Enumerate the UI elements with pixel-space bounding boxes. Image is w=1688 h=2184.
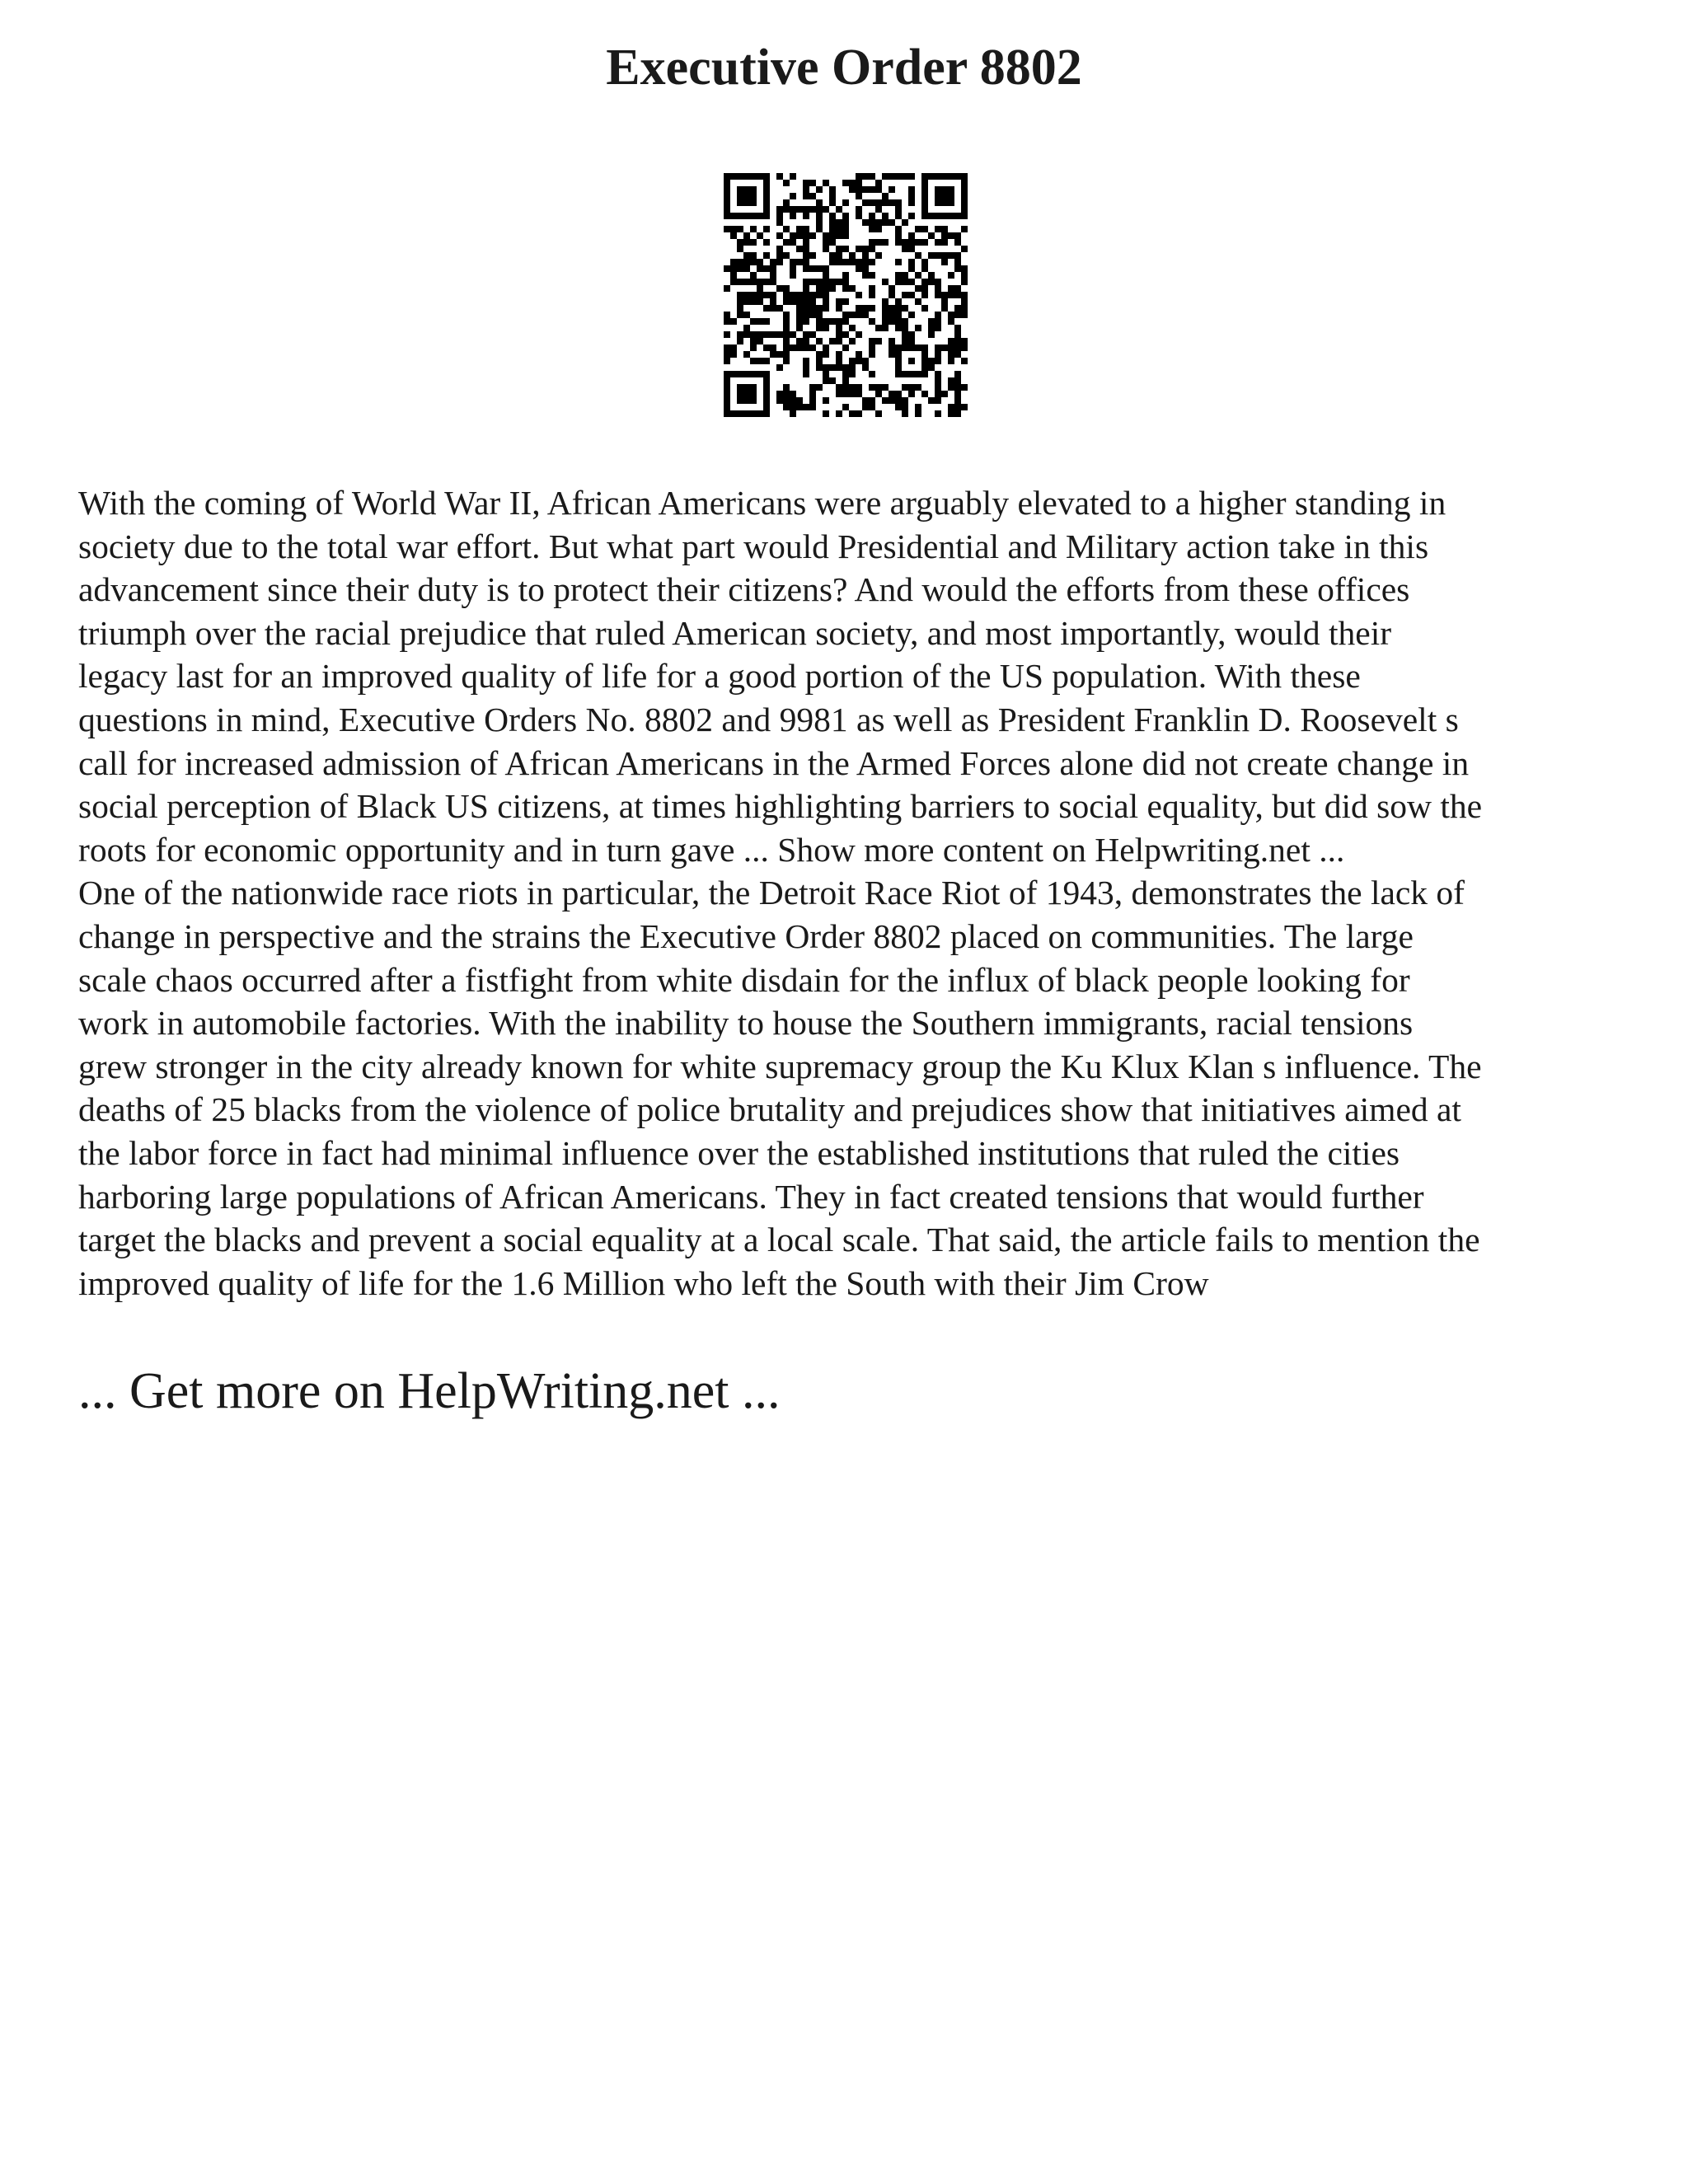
body-line: roots for economic opportunity and in turn gave ... Show more content on Helpwriting.net ... (78, 830, 1345, 869)
body-line: society due to the total war effort. But what part would Presidential and Military action take in this (78, 527, 1429, 565)
body-line: harboring large populations of African Americans. They in fact created tensions that would further (78, 1177, 1424, 1216)
body-line: legacy last for an improved quality of life for a good portion of the US population. With these (78, 657, 1361, 696)
body-line: the labor force in fact had minimal influence over the established institutions that ruled the cities (78, 1133, 1400, 1172)
qr-code-icon[interactable] (724, 173, 968, 417)
body-line: With the coming of World War II, African Americans were arguably elevated to a higher standing in (78, 484, 1447, 522)
body-line: One of the nationwide race riots in particular, the Detroit Race Riot of 1943, demonstrates the lack of (78, 874, 1465, 912)
body-line: triumph over the racial prejudice that ruled American society, and most importantly, would their (78, 613, 1392, 652)
body-line: advancement since their duty is to protect their citizens? And would the efforts from these offices (78, 570, 1410, 609)
body-line: scale chaos occurred after a fistfight from white disdain for the influx of black people looking for (78, 960, 1410, 999)
body-line: improved quality of life for the 1.6 Million who left the South with their Jim Crow (78, 1263, 1209, 1302)
article-body (78, 481, 1620, 1305)
body-line: change in perspective and the strains the Executive Order 8802 placed on communities. The large (78, 916, 1414, 955)
body-line: target the blacks and prevent a social equality at a local scale. That said, the article fails to mention the (78, 1221, 1480, 1259)
body-line: questions in mind, Executive Orders No. 8802 and 9981 as well as President Franklin D. Roosevelt s (78, 700, 1459, 738)
get-more-link[interactable]: ... Get more on HelpWriting.net ... (78, 1363, 781, 1419)
body-line: call for increased admission of African Americans in the Armed Forces alone did not create change in (78, 743, 1470, 782)
body-line: grew stronger in the city already known for white supremacy group the Ku Klux Klan s influence. The (78, 1047, 1482, 1085)
body-line: social perception of Black US citizens, at times highlighting barriers to social equality, but did sow the (78, 787, 1483, 826)
page-title: Executive Order 8802 (606, 40, 1082, 96)
body-line: work in automobile factories. With the inability to house the Southern immigrants, racial tensions (78, 1004, 1414, 1043)
body-line: deaths of 25 blacks from the violence of police brutality and prejudices show that initiatives aimed at (78, 1090, 1461, 1129)
